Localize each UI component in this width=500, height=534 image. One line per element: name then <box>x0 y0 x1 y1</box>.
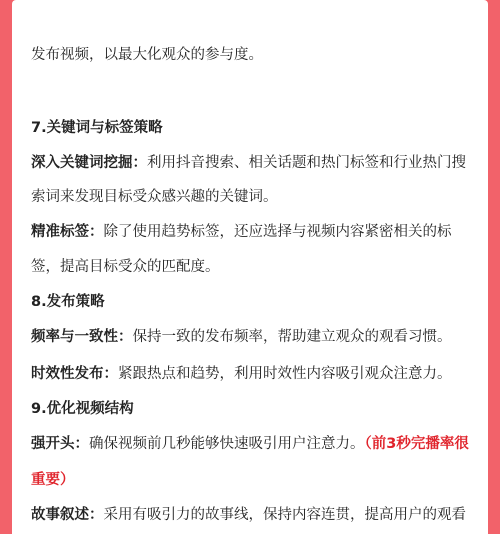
paragraph-label: 强开头： <box>31 436 89 452</box>
paragraph-strong-opening <box>31 434 469 454</box>
paragraph-label: 时效性发布： <box>31 366 118 382</box>
section-heading-9 <box>31 399 134 419</box>
section-heading-text: 7.关键词与标签策略 <box>31 120 163 136</box>
paragraph-precise-tags <box>31 222 452 242</box>
section-heading-text: 9.优化视频结构 <box>31 401 134 417</box>
paragraph-text: 索词来发现目标受众感兴趣的关键词。 <box>31 189 278 205</box>
paragraph-text: 利用抖音搜索、相关话题和热门标签和行业热门搜 <box>147 155 466 171</box>
paragraph-text: 除了使用趋势标签，还应选择与视频内容紧密相关的标 <box>103 224 452 240</box>
paragraph-storytelling <box>31 505 466 525</box>
paragraph-frequency <box>31 327 452 347</box>
paragraph-line <box>31 45 263 65</box>
paragraph-continuation <box>31 470 75 490</box>
paragraph-label: 频率与一致性： <box>31 329 133 345</box>
article-card <box>12 0 488 534</box>
paragraph-text: 签，提高目标受众的匹配度。 <box>31 259 220 275</box>
paragraph-text: 发布视频，以最大化观众的参与度。 <box>31 47 263 63</box>
paragraph-text: 紧跟热点和趋势，利用时效性内容吸引观众注意力。 <box>118 366 452 382</box>
section-heading-8 <box>31 292 105 312</box>
paragraph-label: 精准标签： <box>31 224 104 240</box>
section-heading-text: 8.发布策略 <box>31 294 105 310</box>
highlight-text: （前3秒完播率很 <box>364 436 469 452</box>
paragraph-timeliness <box>31 364 452 384</box>
paragraph-keyword-mining <box>31 153 466 173</box>
paragraph-text: 采用有吸引力的故事线，保持内容连贯，提高用户的观看 <box>103 507 466 523</box>
paragraph-text: 确保视频前几秒能够快速吸引用户注意力。 <box>89 436 365 452</box>
highlight-text: 重要） <box>31 472 75 488</box>
paragraph-label: 故事叙述： <box>31 507 104 523</box>
paragraph-continuation <box>31 187 278 207</box>
paragraph-label: 深入关键词挖掘： <box>31 155 147 171</box>
paragraph-continuation <box>31 257 220 277</box>
paragraph-text: 保持一致的发布频率，帮助建立观众的观看习惯。 <box>132 329 452 345</box>
section-heading-7 <box>31 118 163 138</box>
